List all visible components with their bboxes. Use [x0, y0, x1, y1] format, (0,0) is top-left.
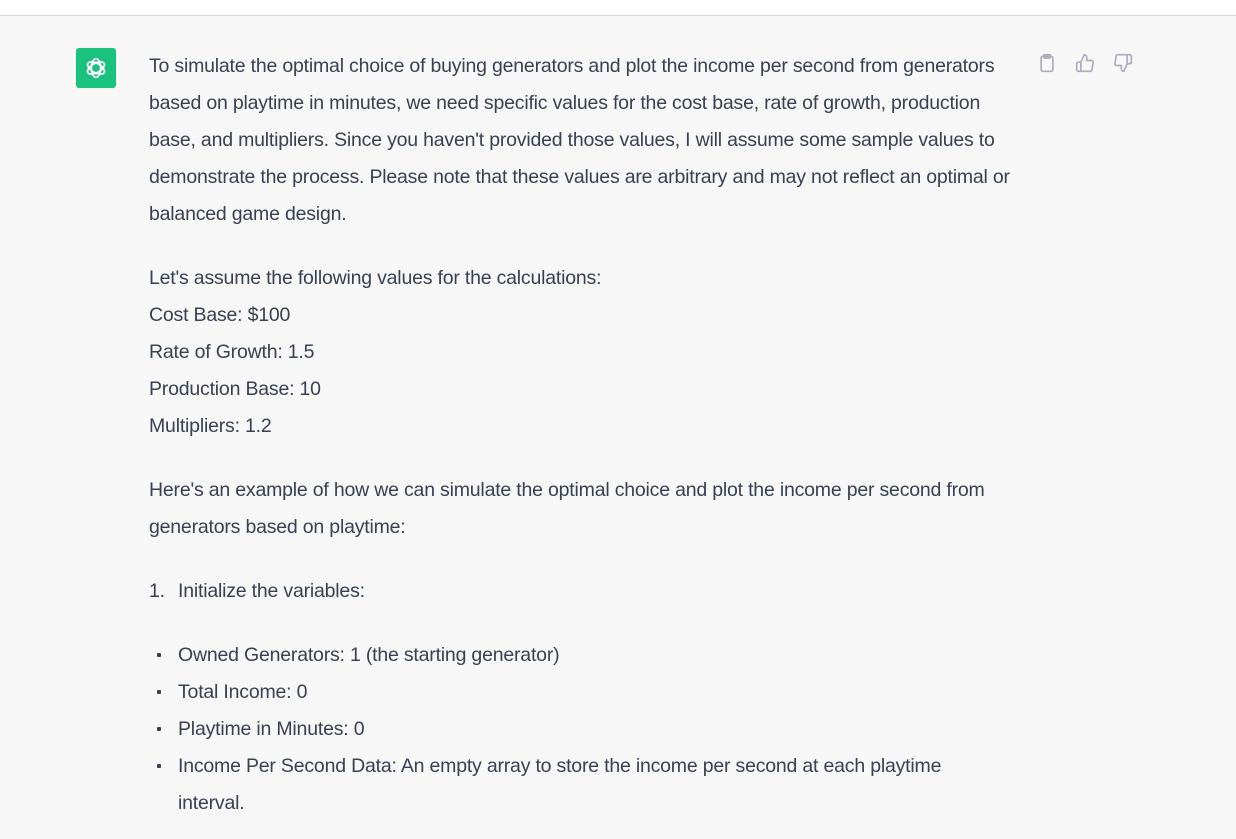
value-cost-base: Cost Base: $100: [149, 304, 291, 326]
thumbs-down-icon: [1113, 53, 1133, 73]
bullet-icon: [157, 653, 161, 657]
thumbs-down-button[interactable]: [1110, 50, 1136, 76]
bullet-icon: [157, 764, 161, 768]
openai-logo-icon: [82, 54, 110, 82]
list-item: Income Per Second Data: An empty array to store the income per second at each playtime interval.: [149, 748, 1019, 822]
bullet-icon: [157, 727, 161, 731]
list-item: Total Income: 0: [149, 674, 1019, 711]
thumbs-up-icon: [1075, 53, 1095, 73]
list-item: Playtime in Minutes: 0: [149, 711, 1019, 748]
top-bar: [0, 0, 1236, 16]
value-multipliers: Multipliers: 1.2: [149, 415, 272, 437]
step-text: Initialize the variables:: [178, 580, 365, 602]
value-production-base: Production Base: 10: [149, 378, 321, 400]
assume-intro: Let's assume the following values for the calculations:: [149, 267, 602, 289]
example-intro: Here's an example of how we can simulate the optimal choice and plot the income per second from generators based on playtime:: [149, 479, 985, 538]
message-actions: [1034, 50, 1136, 76]
value-rate-of-growth: Rate of Growth: 1.5: [149, 341, 315, 363]
step-number: 1.: [149, 580, 165, 602]
clipboard-icon: [1037, 53, 1057, 73]
assistant-message: [149, 48, 1019, 822]
list-item: Owned Generators: 1 (the starting generator): [149, 637, 1019, 674]
values-block: [149, 260, 1019, 445]
thumbs-up-button[interactable]: [1072, 50, 1098, 76]
copy-button[interactable]: [1034, 50, 1060, 76]
bullet-icon: [157, 690, 161, 694]
intro-paragraph: To simulate the optimal choice of buying generators and plot the income per second from generators based on playtime in minutes, we need specific values for the cost base, rate of growth, production base, and multipliers. Since you haven't provided those values, I will assume some sample values to demonstrate the process. Please note that these values are arbitrary and may not reflect an optimal or balanced game design.: [149, 55, 1010, 225]
assistant-avatar: [76, 48, 116, 88]
step-item: [149, 573, 1019, 610]
bullet-list: [149, 637, 1019, 822]
